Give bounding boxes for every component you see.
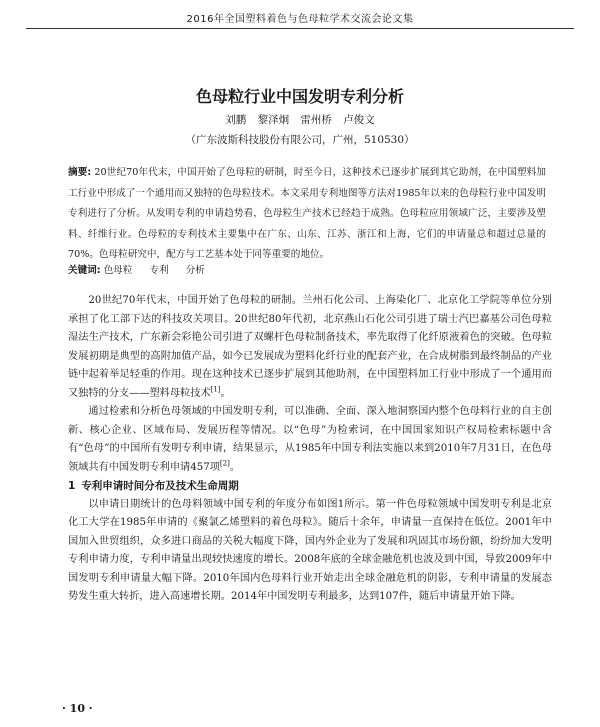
author-name: 黎泽炯 (257, 114, 290, 126)
main-body (68, 292, 552, 607)
citation-ref: [1] (210, 385, 221, 394)
affiliation: （广东波斯科技股份有限公司，广州，510530） (185, 134, 415, 146)
section-heading (68, 477, 552, 496)
paragraph-method (68, 403, 552, 477)
citation-ref: [2] (219, 459, 230, 468)
author-name: 卢俊文 (343, 114, 375, 126)
author-list (0, 112, 600, 127)
running-header: 2016年全国塑料着色与色母粒学术交流会论文集 (186, 14, 414, 25)
author-name: 雷州桥 (300, 114, 332, 126)
abstract-label: 摘要: (68, 167, 92, 178)
paragraph-text: 通过检索和分析色母领域的中国发明专利，可以准确、全面、深入地洞察国内整个色母料行业的自主创新、核心企业、区域布局、发展历程等情况。以“色母”为检索词，在中国国家知识产权局检索标题中含有“色母”的中国所有发明专利申请，结果显示，从1985年中国专利法实施以来到2010年7月31日，在色母领域共有中国发明专利申请457项 (68, 406, 552, 473)
page-number: · 10 · (62, 702, 93, 715)
abstract (68, 163, 546, 266)
keyword: 专利 (149, 265, 169, 276)
keywords (68, 264, 546, 278)
keyword: 色母粒 (103, 265, 133, 276)
section-title: 专利申请时间分布及技术生命周期 (81, 480, 239, 492)
punctuation: 。 (220, 387, 231, 399)
header-divider (26, 28, 574, 29)
keywords-label: 关键词: (68, 265, 101, 276)
abstract-text: 20世纪70年代末，中国开始了色母粒的研制，时至今日，这种技术已逐步扩展到其它助剂，在中国塑料加工行业中形成了一个通用而又独特的色母粒技术。本文采用专利地图等方法对1985年以来的色母粒行业中国发明专利进行了分析。从发明专利的申请趋势看，色母粒生产技术已经趋于成熟。色母粒应用领域广泛，主要涉及塑料、纤维行业。色母粒的专利技术主要集中在广东、山东、江苏、浙江和上海，它们的申请量总和超过总量的70%。色母粒研究中，配方与工艺基本处于同等重要的地位。 (68, 167, 546, 260)
paragraph-text: 20世纪70年代末，中国开始了色母粒的研制。兰州石化公司、上海染化厂、北京化工学院等单位分别承担了化工部下达的科技攻关项目。20世纪80年代初，北京燕山石化公司引进了瑞士汽巴嘉基公司色母粒湿法生产技术，广东新会彩艳公司引进了双螺杆色母粒制备技术，率先取得了化纤原液着色的突破。色母粒发展初期是典型的高附加值产品，如今已发展成为塑料化纤行业的配套产业，在合成树脂到最终制品的产业链中起着举足轻重的作用。现在这种技术已逐步扩展到其他助剂，在中国塑料加工行业中形成了一个通用而又独特的分支——塑料母粒技术 (68, 295, 552, 399)
punctuation: 。 (229, 461, 240, 473)
paragraph-intro (68, 292, 552, 403)
paragraph-trend: 以申请日期统计的色母料领域中国专利的年度分布如图1所示。第一件色母粒领域中国发明专利是北京化工大学在1985年申请的《聚氯乙烯塑料的着色母粒》。随后十余年，申请量一直保持在低位。2001年中国加入世贸组织，众多进口商品的关税大幅度下降，国内外企业为了发展和巩固其市场份额，纷纷加大发明专利申请力度，专利申请量出现较快速度的增长。2008年底的全球金融危机也波及到中国，导致2009年中国发明专利申请量大幅下降。2010年国内色母料行业开始走出全球金融危机的阴影，专利申请量的发展态势发生重大转折，进入高速增长期。2014年中国发明专利最多，达到107件，随后申请量开始下降。 (68, 498, 552, 602)
section-number: 1 (68, 480, 76, 492)
paper-title: 色母粒行业中国发明专利分析 (195, 87, 404, 106)
keyword: 分析 (185, 265, 205, 276)
author-name: 刘鹏 (225, 114, 247, 126)
